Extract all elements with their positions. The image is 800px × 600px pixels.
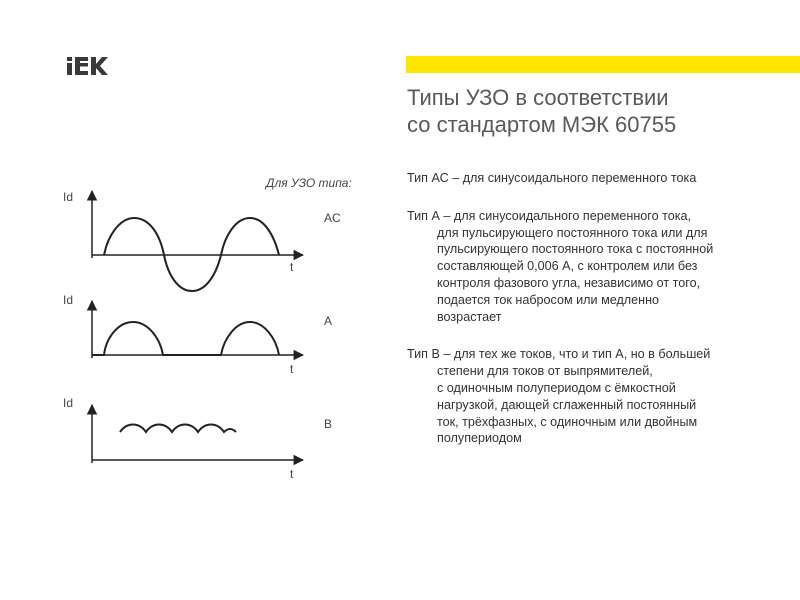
a-waveform — [92, 322, 279, 355]
type-b-description — [407, 346, 787, 447]
panel-a — [63, 293, 332, 376]
panel-label-a: A — [324, 314, 333, 328]
page-title — [407, 84, 787, 138]
x-axis-label: t — [290, 260, 294, 274]
type-b-line: нагрузкой, дающей сглаженный постоянный — [437, 397, 697, 412]
type-a-line: для пульсирующего постоянного тока или для — [437, 225, 708, 240]
type-a-description — [407, 208, 787, 326]
x-axis-label: t — [290, 362, 294, 376]
y-axis-label: Id — [63, 293, 74, 307]
type-a-line: пульсирующего постоянного тока с постоянной — [437, 242, 714, 257]
y-axis-label: Id — [63, 396, 74, 410]
panel-ac — [63, 190, 341, 291]
title-line-1: Типы УЗО в соответствии — [407, 85, 669, 110]
logo-mark — [67, 57, 108, 75]
panel-b — [63, 396, 332, 481]
iek-logo — [66, 55, 110, 77]
type-ac-line: Тип АС – для синусоидального переменного тока — [407, 171, 697, 185]
type-b-line: Тип В – для тех же токов, что и тип А, но в большей — [407, 347, 711, 362]
accent-bar — [406, 56, 800, 73]
type-a-line: возрастает — [437, 309, 502, 324]
y-axis-label: Id — [63, 190, 74, 204]
type-a-line: Тип А – для синусоидального переменного тока, — [407, 208, 692, 223]
type-b-line: полупериодом — [437, 431, 522, 446]
ac-waveform — [104, 218, 279, 291]
type-a-line: подается ток набросом или медленно — [437, 292, 660, 307]
rcd-type-descriptions — [407, 170, 787, 468]
type-b-line: с одиночным полупериодом с ёмкостной — [437, 380, 676, 395]
panel-label-b: B — [324, 417, 333, 431]
type-ac-description — [407, 170, 787, 187]
type-b-line: ток, трёхфазных, с одиночным или двойным — [437, 414, 698, 429]
panel-label-ac: AC — [324, 211, 341, 225]
type-a-line: составляющей 0,006 А, с контролем или без — [437, 259, 698, 274]
type-a-line: контроля фазового угла, независимо от того, — [437, 275, 701, 290]
title-line-2: со стандартом МЭК 60755 — [407, 112, 677, 137]
b-waveform — [120, 425, 236, 433]
type-b-line: степени для токов от выпрямителей, — [437, 364, 653, 379]
diagram-header: Для УЗО типа: — [266, 176, 352, 190]
x-axis-label: t — [290, 467, 294, 481]
